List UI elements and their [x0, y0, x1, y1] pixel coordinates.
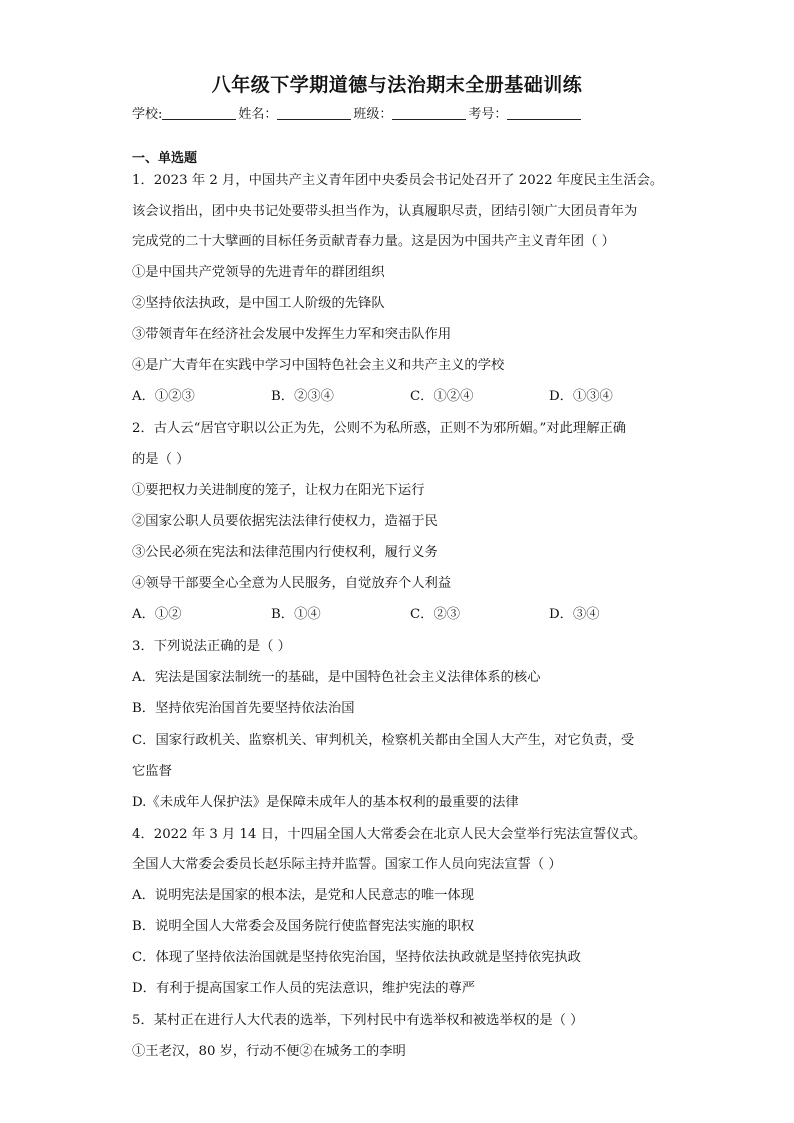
q1-stem-line-3: 完成党的二十大擘画的目标任务贡献青春力量。这是因为中国共产主义青年团（ ） [132, 234, 615, 249]
q3-option-c-continued: 它监督 [132, 764, 172, 779]
q4-stem-line-1: 4．2022 年 3 月 14 日，十四届全国人大常委会在北京人民大会堂举行宪法宣誓仪式。 [132, 827, 647, 842]
page-title: 八年级下学期道德与法治期末全册基础训练 [211, 74, 583, 96]
q2-stem-line-2: 的是（ ） [132, 452, 190, 467]
q2-stem-line-1: 2．古人云“居官守职以公正为先，公则不为私所惑，正则不为邪所媚。”对此理解正确 [132, 421, 627, 436]
q3-option-c[interactable]: C．国家行政机关、监察机关、审判机关，检察机关都由全国人大产生，对它负责，受 [132, 733, 635, 748]
q4-option-a[interactable]: A．说明宪法是国家的根本法，是党和人民意志的唯一体现 [132, 888, 475, 903]
q1-stem-line-2: 该会议指出，团中央书记处要带头担当作为，认真履职尽责，团结引领广大团员青年为 [132, 204, 638, 219]
q2-option-c[interactable]: C．②③ [410, 607, 461, 622]
school-blank[interactable] [162, 107, 236, 120]
q2-statement-3: ③公民必须在宪法和法律范围内行使权利，履行义务 [132, 545, 438, 560]
q3-option-a[interactable]: A．宪法是国家法制统一的基础，是中国特色社会主义法律体系的核心 [132, 670, 541, 685]
name-label: 姓名： [238, 107, 278, 122]
q5-statement-1: ①王老汉，80 岁，行动不便②在城务工的李明 [132, 1044, 406, 1059]
q3-option-d[interactable]: D.《未成年人保护法》是保障未成年人的基本权利的最重要的法律 [132, 795, 519, 810]
q4-option-c[interactable]: C．体现了坚持依法治国就是坚持依宪治国，坚持依法执政就是坚持依宪执政 [132, 950, 581, 965]
q1-option-d[interactable]: D．①③④ [549, 389, 613, 404]
q2-option-b[interactable]: B．①④ [271, 607, 321, 622]
q1-statement-3: ③带领青年在经济社会发展中发挥生力军和突击队作用 [132, 327, 452, 342]
q1-statement-1: ①是中国共产党领导的先进青年的群团组织 [132, 265, 385, 280]
school-label: 学校: [132, 107, 163, 122]
q1-option-c[interactable]: C．①②④ [410, 389, 474, 404]
q2-option-d[interactable]: D．③④ [549, 607, 600, 622]
q4-option-d[interactable]: D．有利于提高国家工作人员的宪法意识，维护宪法的尊严 [132, 981, 476, 996]
q2-statement-2: ②国家公职人员要依据宪法法律行使权力，造福于民 [132, 514, 438, 529]
class-label: 班级： [353, 107, 393, 122]
q2-statement-1: ①要把权力关进制度的笼子，让权力在阳光下运行 [132, 483, 425, 498]
q1-option-b[interactable]: B．②③④ [271, 389, 334, 404]
q1-option-a[interactable]: A．①②③ [132, 389, 195, 404]
exam-no-label: 考号： [468, 107, 508, 122]
q4-stem-line-2: 全国人大常委会委员长赵乐际主持并监誓。国家工作人员向宪法宣誓（ ） [132, 857, 562, 872]
section-heading: 一、单选题 [132, 151, 198, 166]
name-blank[interactable] [277, 107, 351, 120]
student-info-row [132, 103, 583, 122]
q4-option-b[interactable]: B．说明全国人大常委会及国务院行使监督宪法实施的职权 [132, 919, 475, 934]
q3-option-b[interactable]: B．坚持依宪治国首先要坚持依法治国 [132, 701, 355, 716]
exam-no-blank[interactable] [507, 107, 581, 120]
q1-statement-2: ②坚持依法执政，是中国工人阶级的先锋队 [132, 296, 385, 311]
class-blank[interactable] [392, 107, 466, 120]
q2-statement-4: ④领导干部要全心全意为人民服务，自觉放弃个人利益 [132, 576, 452, 591]
q2-option-a[interactable]: A．①② [132, 607, 182, 622]
q5-stem: 5．某村正在进行人大代表的选举，下列村民中有选举权和被选举权的是（ ） [132, 1013, 584, 1028]
q1-stem-line-1: 1．2023 年 2 月，中国共产主义青年团中央委员会书记处召开了 2022 年度民主生活会。 [132, 173, 664, 188]
q1-statement-4: ④是广大青年在实践中学习中国特色社会主义和共产主义的学校 [132, 358, 505, 373]
q3-stem: 3．下列说法正确的是（ ） [132, 639, 291, 654]
